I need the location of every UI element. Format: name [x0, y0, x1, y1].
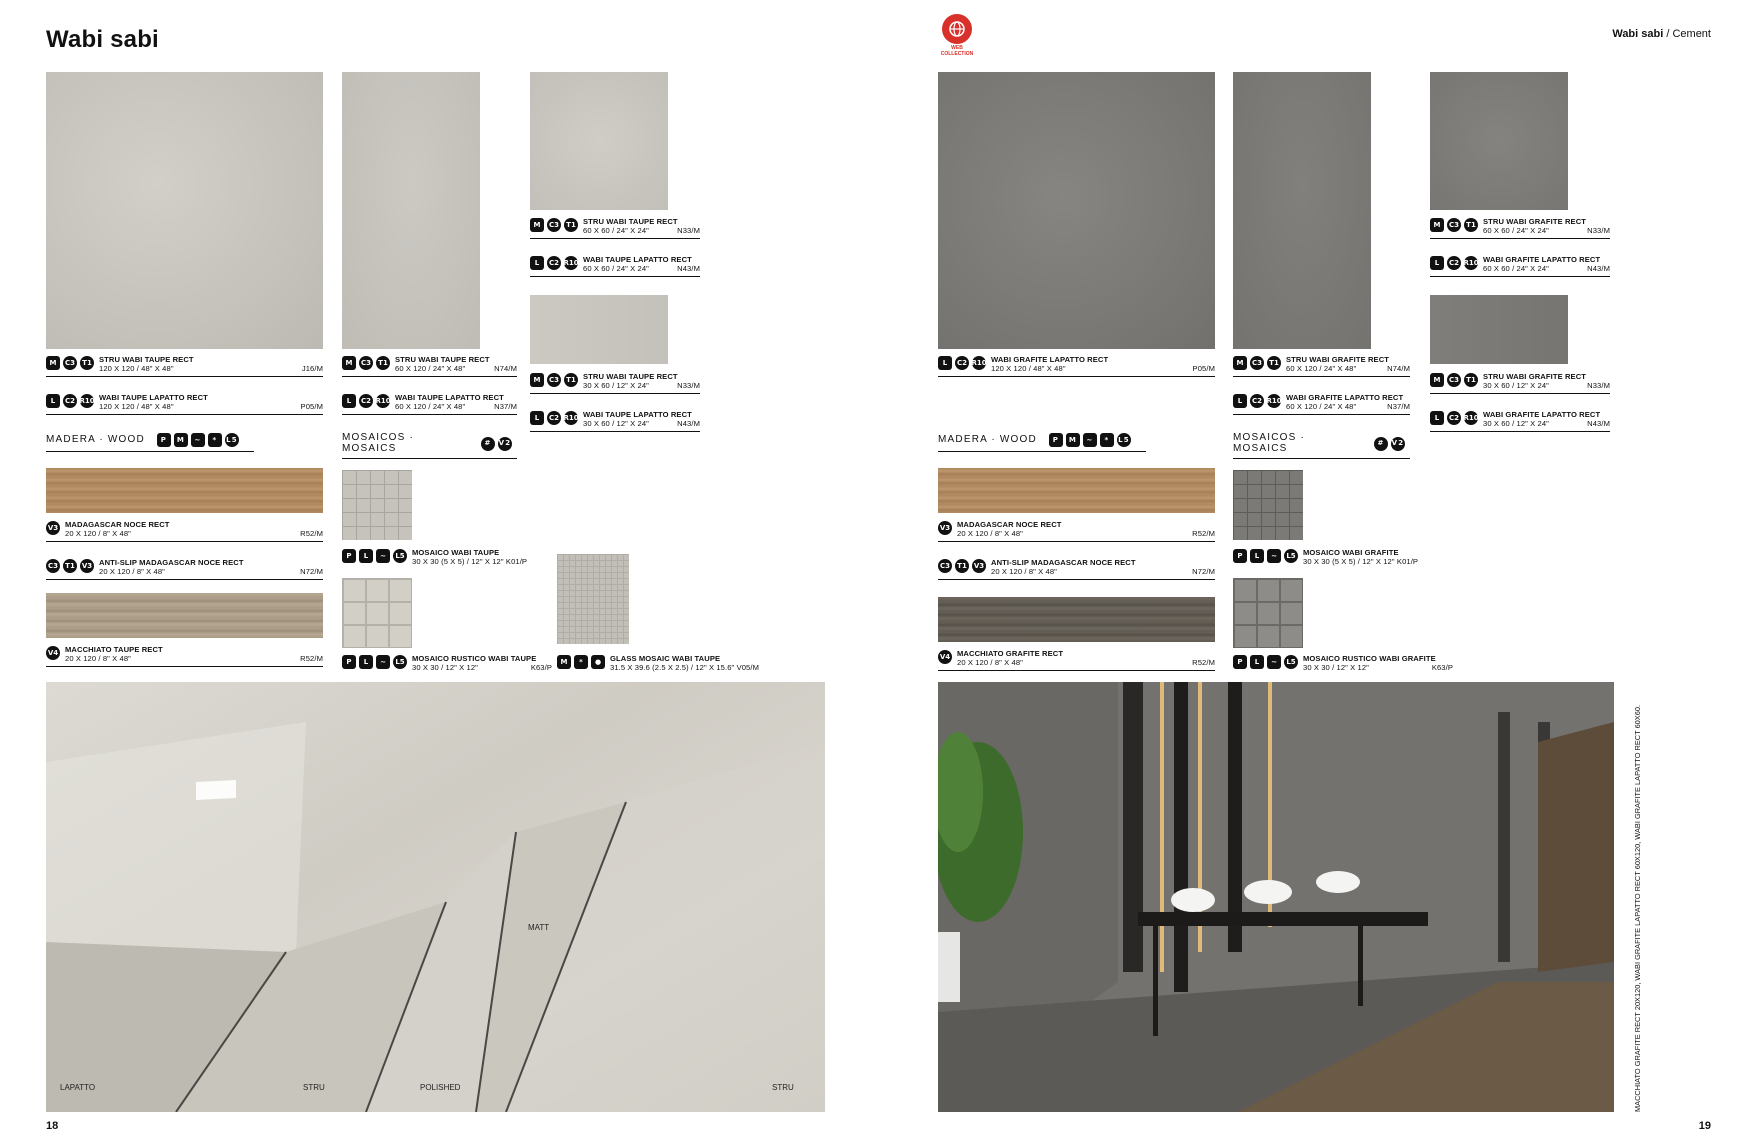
section-wood-heading — [46, 432, 254, 452]
frost-icon: * — [574, 655, 588, 669]
finish-caption: POLISHED — [420, 1083, 461, 1092]
wave-icon: ~ — [1267, 655, 1281, 669]
product-spec — [1430, 372, 1610, 394]
lapatto-icon: L — [342, 394, 356, 408]
finish-samples-illustration — [46, 682, 825, 1112]
matt-icon: M — [530, 218, 544, 232]
slip-c3-icon: C3 — [1250, 356, 1264, 370]
section-wood-heading — [938, 432, 1146, 452]
product-size: 60 X 60 / 24" X 24" — [1483, 226, 1549, 235]
matt-icon: M — [46, 356, 60, 370]
product-code: N33/M — [1587, 226, 1610, 235]
matt-icon: M — [557, 655, 571, 669]
finish-caption: STRU — [772, 1083, 794, 1092]
texture-icon: T1 — [564, 373, 578, 387]
product-spec — [342, 393, 517, 415]
product-name: MACCHIATO GRAFITE RECT — [957, 649, 1064, 658]
texture-icon: T1 — [1464, 218, 1478, 232]
texture-icon: T1 — [80, 356, 94, 370]
product-size: 60 X 60 / 24" X 24" — [583, 264, 649, 273]
product-code: K01/P — [505, 557, 528, 566]
product-size: 30 X 60 / 12" X 24" — [1483, 419, 1549, 428]
porcelain-icon: P — [342, 655, 356, 669]
product-code: N72/M — [1192, 567, 1215, 576]
globe-icon — [942, 14, 972, 44]
product-code: R52/M — [300, 529, 323, 538]
tile-swatch-taupe-60x120 — [342, 72, 480, 349]
product-name: WABI GRAFITE LAPATTO RECT — [1483, 255, 1601, 264]
product-code: N72/M — [300, 567, 323, 576]
r10-icon: R10 — [972, 356, 986, 370]
glass-mosaic-swatch-taupe — [557, 554, 629, 644]
r10-icon: R10 — [376, 394, 390, 408]
product-name: MOSAICO RUSTICO WABI TAUPE — [412, 654, 537, 663]
product-code: K63/P — [1431, 663, 1453, 672]
section-label: MADERA · WOOD — [46, 434, 145, 445]
finish-caption: STRU — [303, 1083, 325, 1092]
product-spec — [530, 372, 700, 394]
product-spec — [938, 649, 1215, 671]
product-spec — [1233, 548, 1443, 569]
product-name: ANTI-SLIP MADAGASCAR NOCE RECT — [99, 558, 244, 567]
web-collection-logo — [940, 14, 974, 57]
product-spec — [1233, 355, 1410, 377]
product-size: 20 X 120 / 8" X 48" — [99, 567, 165, 576]
photo-vertical-caption: MACCHIATO GRAFITE RECT 20X120, WABI GRAFITE LAPATTO RECT 60X120, WABI GRAFITE LAPATTO RECT 60X60. — [1633, 705, 1642, 1112]
mosaic-rustico-swatch-grafite — [1233, 578, 1303, 648]
r10-icon: R10 — [1267, 394, 1281, 408]
product-size: 120 X 120 / 48" X 48" — [99, 402, 174, 411]
product-spec — [46, 355, 323, 377]
lapatto-icon: L — [359, 549, 373, 563]
tile-swatch-taupe-30x60 — [530, 295, 668, 364]
thickness-icon: L5 — [1117, 433, 1131, 447]
slip-c3-icon: C3 — [547, 218, 561, 232]
product-size: 30 X 60 / 12" X 24" — [1483, 381, 1549, 390]
page-number: 19 — [1698, 1120, 1711, 1132]
product-spec — [1430, 255, 1610, 277]
variation-icon: V4 — [46, 646, 60, 660]
lapatto-icon: L — [530, 256, 544, 270]
section-label: MOSAICOS · MOSAICS — [1233, 432, 1306, 454]
mosaic-rustico-swatch-taupe — [342, 578, 412, 648]
product-spec — [1430, 217, 1610, 239]
lapatto-icon: L — [938, 356, 952, 370]
product-name: MOSAICO WABI GRAFITE — [1303, 548, 1399, 557]
lapatto-icon: L — [46, 394, 60, 408]
header-breadcrumb — [1612, 28, 1711, 40]
product-code: N74/M — [1387, 364, 1410, 373]
finish-caption: MATT — [528, 923, 550, 932]
slip-c2-icon: C2 — [547, 256, 561, 270]
slip-c3-icon: C3 — [46, 559, 60, 573]
variation-icon: V2 — [498, 437, 512, 451]
slip-c3-icon: C3 — [1447, 373, 1461, 387]
tile-swatch-taupe-60x60 — [530, 72, 668, 210]
product-name: WABI GRAFITE LAPATTO RECT — [1483, 410, 1601, 419]
section-mosaics-heading — [342, 432, 517, 459]
section-mosaics-heading — [1233, 432, 1410, 459]
matt-icon: M — [342, 356, 356, 370]
product-size: 20 X 120 / 8" X 48" — [991, 567, 1057, 576]
product-code: N37/M — [1387, 402, 1410, 411]
product-size: 20 X 120 / 8" X 48" — [65, 529, 131, 538]
product-size: 20 X 120 / 8" X 48" — [957, 658, 1023, 667]
product-code: K01/P — [1396, 557, 1419, 566]
wave-icon: ~ — [191, 433, 205, 447]
page-title: Wabi sabi — [46, 26, 159, 53]
ambient-photo-bathroom — [938, 682, 1614, 1112]
r10-icon: R10 — [564, 256, 578, 270]
product-name: WABI GRAFITE LAPATTO RECT — [1286, 393, 1404, 402]
mosaic-swatch-taupe — [342, 470, 412, 540]
product-spec — [342, 654, 552, 675]
product-spec — [46, 520, 323, 542]
header-collection: Wabi sabi — [1612, 28, 1664, 40]
lapatto-icon: L — [1233, 394, 1247, 408]
slip-c2-icon: C2 — [1447, 256, 1461, 270]
product-code: N43/M — [1587, 264, 1610, 273]
product-spec — [530, 217, 700, 239]
tile-swatch-grafite-60x60 — [1430, 72, 1568, 210]
thickness-icon: L5 — [1284, 655, 1298, 669]
lapatto-icon: L — [1250, 549, 1264, 563]
product-spec — [938, 520, 1215, 542]
matt-icon: M — [174, 433, 188, 447]
porcelain-icon: P — [157, 433, 171, 447]
header-separator: / — [1666, 28, 1670, 40]
matt-icon: M — [1430, 373, 1444, 387]
product-size: 31.5 X 39.6 (2.5 X 2.5) / 12" X 15.6" — [610, 663, 735, 672]
product-name: MADAGASCAR NOCE RECT — [957, 520, 1062, 529]
product-size: 120 X 120 / 48" X 48" — [991, 364, 1066, 373]
product-code: N74/M — [494, 364, 517, 373]
product-name: MADAGASCAR NOCE RECT — [65, 520, 170, 529]
product-spec — [530, 410, 700, 432]
product-code: R52/M — [1192, 529, 1215, 538]
product-size: 20 X 120 / 8" X 48" — [957, 529, 1023, 538]
product-name: STRU WABI TAUPE RECT — [583, 372, 678, 381]
product-name: MOSAICO RUSTICO WABI GRAFITE — [1303, 654, 1436, 663]
product-name: WABI TAUPE LAPATTO RECT — [583, 255, 692, 264]
matt-icon: M — [1066, 433, 1080, 447]
product-code: N33/M — [677, 226, 700, 235]
product-size: 120 X 120 / 48" X 48" — [99, 364, 174, 373]
product-spec — [46, 645, 323, 667]
thickness-icon: L5 — [393, 655, 407, 669]
product-code: N33/M — [1587, 381, 1610, 390]
ambient-photo-tile-finishes — [46, 682, 825, 1112]
tile-swatch-taupe-120x120 — [46, 72, 323, 349]
texture-icon: T1 — [564, 218, 578, 232]
product-size: 60 X 120 / 24" X 48" — [1286, 402, 1357, 411]
product-code: N33/M — [677, 381, 700, 390]
tile-swatch-grafite-60x120 — [1233, 72, 1371, 349]
slip-c2-icon: C2 — [1250, 394, 1264, 408]
thickness-icon: L5 — [225, 433, 239, 447]
product-spec — [557, 654, 787, 675]
r10-icon: R10 — [80, 394, 94, 408]
product-name: STRU WABI TAUPE RECT — [583, 217, 678, 226]
product-size: 30 X 60 / 12" X 24" — [583, 381, 649, 390]
product-spec — [1233, 393, 1410, 415]
product-name: STRU WABI GRAFITE RECT — [1483, 372, 1587, 381]
product-code: N43/M — [677, 419, 700, 428]
product-code: P05/M — [1192, 364, 1215, 373]
product-name: ANTI-SLIP MADAGASCAR NOCE RECT — [991, 558, 1136, 567]
wave-icon: ~ — [376, 549, 390, 563]
wood-plank-macchiato-grafite — [938, 597, 1215, 642]
slip-c3-icon: C3 — [1447, 218, 1461, 232]
product-size: 30 X 30 / 12" X 12" — [1303, 663, 1369, 672]
product-size: 30 X 60 / 12" X 24" — [583, 419, 649, 428]
frost-icon: * — [1100, 433, 1114, 447]
wave-icon: ~ — [1083, 433, 1097, 447]
product-name: MACCHIATO TAUPE RECT — [65, 645, 163, 654]
texture-icon: T1 — [63, 559, 77, 573]
mesh-icon: # — [1374, 437, 1388, 451]
slip-c3-icon: C3 — [547, 373, 561, 387]
section-label: MOSAICOS · MOSAICS — [342, 432, 415, 454]
product-spec — [938, 355, 1215, 377]
product-code: R52/M — [1192, 658, 1215, 667]
product-size: 60 X 120 / 24" X 48" — [395, 402, 466, 411]
product-size: 60 X 60 / 24" X 24" — [583, 226, 649, 235]
product-code: N37/M — [494, 402, 517, 411]
product-size: 60 X 120 / 24" X 48" — [395, 364, 466, 373]
product-code: V05/M — [736, 663, 760, 672]
product-spec — [342, 355, 517, 377]
glass-icon: ● — [591, 655, 605, 669]
porcelain-icon: P — [1233, 549, 1247, 563]
tile-swatch-grafite-120x120 — [938, 72, 1215, 349]
variation-icon: V3 — [938, 521, 952, 535]
product-size: 60 X 120 / 24" X 48" — [1286, 364, 1357, 373]
matt-icon: M — [530, 373, 544, 387]
product-spec — [1430, 410, 1610, 432]
tile-swatch-grafite-30x60 — [1430, 295, 1568, 364]
porcelain-icon: P — [1233, 655, 1247, 669]
product-spec — [530, 255, 700, 277]
product-code: K63/P — [530, 663, 552, 672]
r10-icon: R10 — [564, 411, 578, 425]
r10-icon: R10 — [1464, 411, 1478, 425]
product-spec — [46, 558, 323, 580]
wood-plank-noce — [46, 468, 323, 513]
slip-c2-icon: C2 — [547, 411, 561, 425]
product-code: N43/M — [677, 264, 700, 273]
variation-icon: V3 — [972, 559, 986, 573]
product-code: J16/M — [301, 364, 323, 373]
product-name: WABI TAUPE LAPATTO RECT — [583, 410, 692, 419]
variation-icon: V3 — [46, 521, 60, 535]
section-label: MADERA · WOOD — [938, 434, 1037, 445]
lapatto-icon: L — [1430, 256, 1444, 270]
product-code: R52/M — [300, 654, 323, 663]
lapatto-icon: L — [1430, 411, 1444, 425]
lapatto-icon: L — [1250, 655, 1264, 669]
product-size: 30 X 30 / 12" X 12" — [412, 663, 478, 672]
texture-icon: T1 — [1267, 356, 1281, 370]
lapatto-icon: L — [359, 655, 373, 669]
product-name: STRU WABI GRAFITE RECT — [1286, 355, 1390, 364]
wave-icon: ~ — [376, 655, 390, 669]
finish-caption: LAPATTO — [60, 1083, 96, 1092]
slip-c2-icon: C2 — [955, 356, 969, 370]
variation-icon: V2 — [1391, 437, 1405, 451]
product-code: N43/M — [1587, 419, 1610, 428]
product-name: STRU WABI GRAFITE RECT — [1483, 217, 1587, 226]
product-spec — [46, 393, 323, 415]
texture-icon: T1 — [1464, 373, 1478, 387]
texture-icon: T1 — [955, 559, 969, 573]
porcelain-icon: P — [1049, 433, 1063, 447]
product-name: STRU WABI TAUPE RECT — [395, 355, 490, 364]
product-name: MOSAICO WABI TAUPE — [412, 548, 500, 557]
matt-icon: M — [1430, 218, 1444, 232]
product-spec — [342, 548, 542, 569]
product-icons — [46, 356, 94, 370]
slip-c2-icon: C2 — [359, 394, 373, 408]
product-name: GLASS MOSAIC WABI TAUPE — [610, 654, 721, 663]
slip-c2-icon: C2 — [1447, 411, 1461, 425]
slip-c3-icon: C3 — [938, 559, 952, 573]
logo-text: WEB COLLECTION — [940, 45, 974, 57]
product-size: 60 X 60 / 24" X 24" — [1483, 264, 1549, 273]
wood-plank-macchiato-taupe — [46, 593, 323, 638]
texture-icon: T1 — [376, 356, 390, 370]
page-number: 18 — [46, 1120, 59, 1132]
mesh-icon: # — [481, 437, 495, 451]
product-name: WABI TAUPE LAPATTO RECT — [99, 393, 208, 402]
product-code: P05/M — [300, 402, 323, 411]
mosaic-swatch-grafite — [1233, 470, 1303, 540]
variation-icon: V3 — [80, 559, 94, 573]
lapatto-icon: L — [530, 411, 544, 425]
thickness-icon: L5 — [1284, 549, 1298, 563]
frost-icon: * — [208, 433, 222, 447]
thickness-icon: L5 — [393, 549, 407, 563]
product-size: 20 X 120 / 8" X 48" — [65, 654, 131, 663]
matt-icon: M — [1233, 356, 1247, 370]
product-spec — [938, 558, 1215, 580]
wave-icon: ~ — [1267, 549, 1281, 563]
product-size: 30 X 30 (5 X 5) / 12" X 12" — [412, 557, 504, 566]
r10-icon: R10 — [1464, 256, 1478, 270]
product-name: WABI GRAFITE LAPATTO RECT — [991, 355, 1109, 364]
product-name: STRU WABI TAUPE RECT — [99, 355, 194, 364]
slip-c3-icon: C3 — [63, 356, 77, 370]
product-spec — [1233, 654, 1453, 675]
slip-c3-icon: C3 — [359, 356, 373, 370]
product-name: WABI TAUPE LAPATTO RECT — [395, 393, 504, 402]
product-size: 30 X 30 (5 X 5) / 12" X 12" — [1303, 557, 1395, 566]
slip-c2-icon: C2 — [63, 394, 77, 408]
header-category: Cement — [1672, 28, 1711, 40]
wood-plank-noce — [938, 468, 1215, 513]
bathroom-illustration — [938, 682, 1614, 1112]
porcelain-icon: P — [342, 549, 356, 563]
variation-icon: V4 — [938, 650, 952, 664]
